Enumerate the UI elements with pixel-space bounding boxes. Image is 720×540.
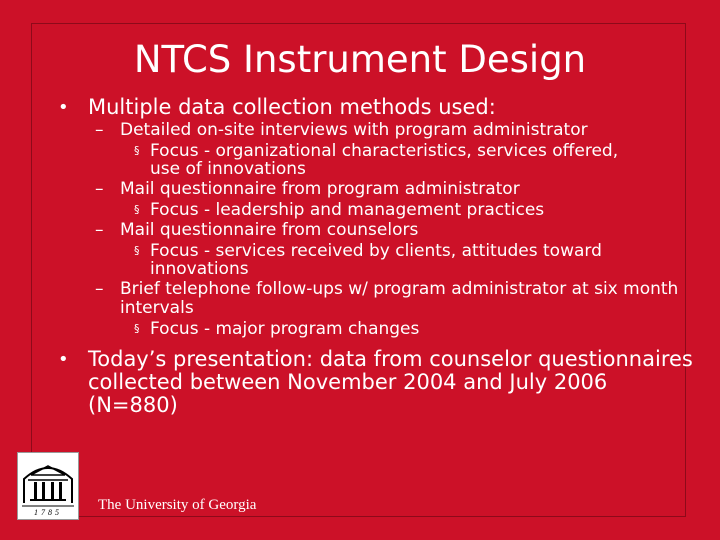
sub-bullet-telephone <box>58 280 698 318</box>
focus-text: Focus - organizational characteristics, services offered, use of innovations <box>150 141 619 179</box>
sub-bullet-text: Detailed on-site interviews with program administrator <box>120 120 588 140</box>
sub-bullet-counselor-questionnaire <box>58 221 698 240</box>
university-name: The University of Georgia <box>98 497 257 513</box>
square-marker: § <box>134 244 140 257</box>
slide-title: NTCS Instrument Design <box>133 38 587 81</box>
bullet-presentation <box>58 348 698 417</box>
slide-content <box>58 96 698 417</box>
focus-text: Focus - major program changes <box>150 319 420 339</box>
sub-bullet-admin-questionnaire <box>58 180 698 199</box>
focus-item <box>58 242 698 278</box>
dash-marker: – <box>95 220 104 240</box>
bullet-methods <box>58 96 698 119</box>
focus-item <box>58 142 698 178</box>
focus-item <box>58 201 698 219</box>
square-marker: § <box>134 322 140 335</box>
sub-bullet-interviews <box>58 121 698 140</box>
dash-marker: – <box>95 279 104 299</box>
square-marker: § <box>134 144 140 157</box>
square-marker: § <box>134 203 140 216</box>
bullet-text: Today’s presentation: data from counselor questionnaires collected between November 2004 and July 2006 (N=880) <box>88 347 693 417</box>
sub-bullet-text: Mail questionnaire from program administrator <box>120 179 520 199</box>
svg-text:1785: 1785 <box>34 508 62 517</box>
dash-marker: – <box>95 179 104 199</box>
sub-bullet-text: Mail questionnaire from counselors <box>120 220 419 240</box>
bullet-text: Multiple data collection methods used: <box>88 95 496 119</box>
dash-marker: – <box>95 120 104 140</box>
focus-text: Focus - leadership and management practices <box>150 200 545 220</box>
focus-item <box>58 320 698 338</box>
university-arch-logo <box>17 452 79 520</box>
focus-text: Focus - services received by clients, attitudes toward innovations <box>150 241 602 279</box>
bullet-marker: • <box>58 349 69 370</box>
sub-bullet-text: Brief telephone follow-ups w/ program administrator at six month intervals <box>120 279 679 318</box>
footer-divider <box>300 516 686 517</box>
bullet-marker: • <box>58 97 69 118</box>
